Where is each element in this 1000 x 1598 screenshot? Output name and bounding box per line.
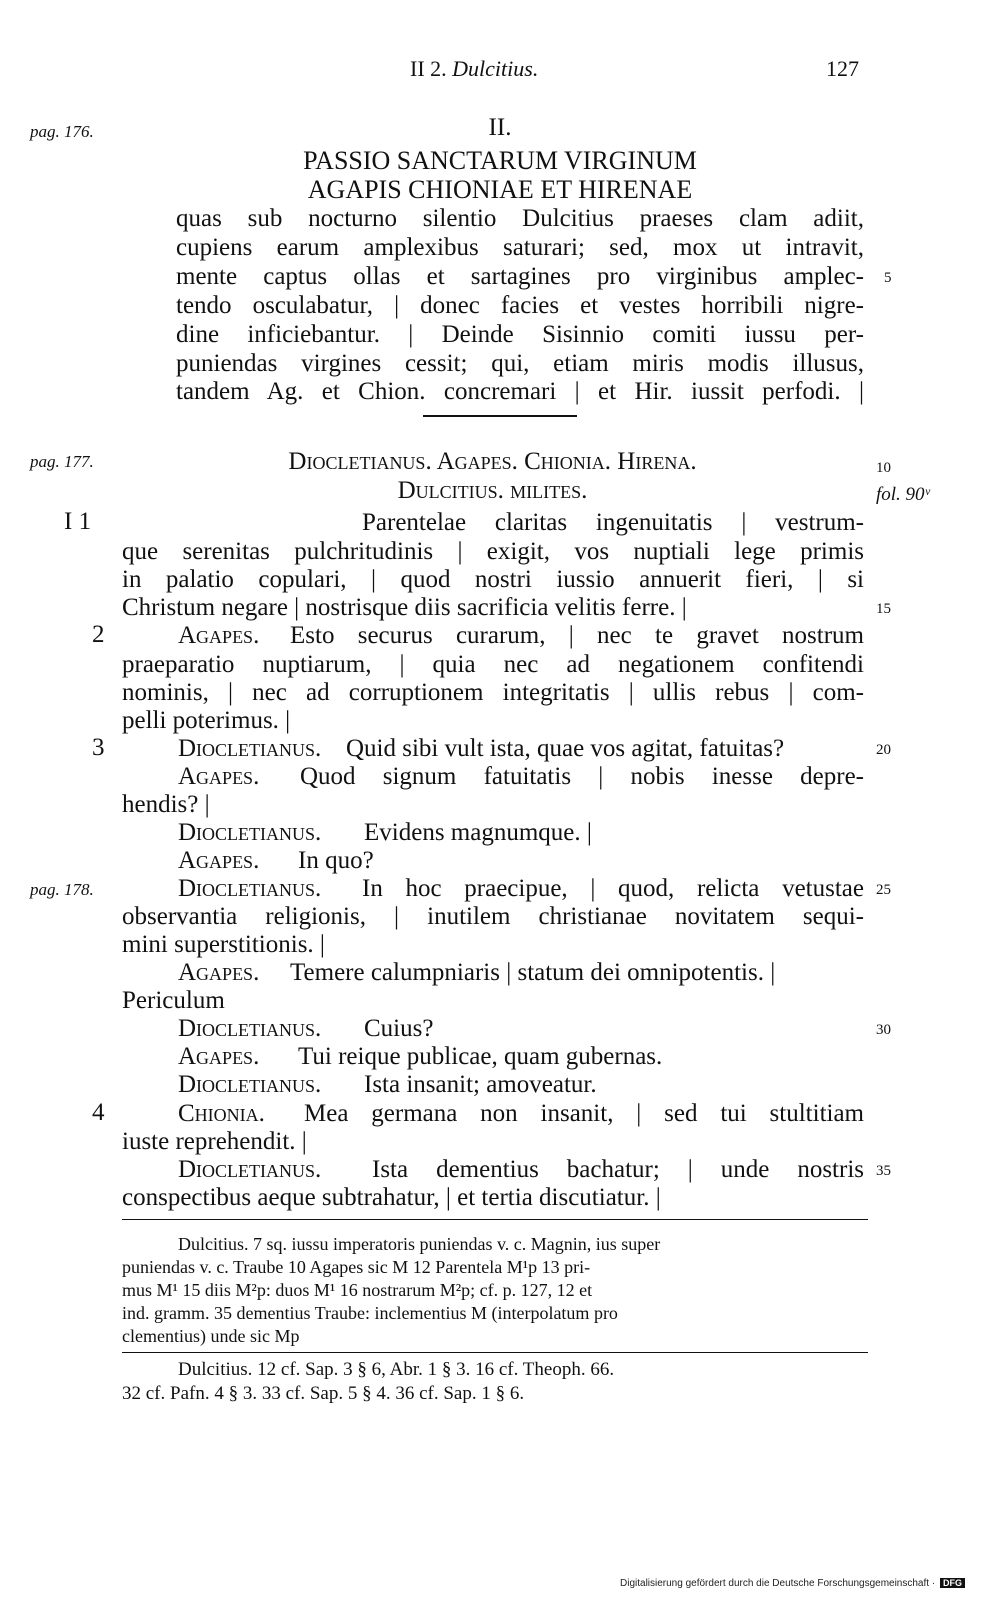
text-line: iuste reprehendit. | bbox=[122, 1128, 307, 1155]
text-line: In quo? bbox=[298, 847, 374, 874]
text-line: Christum negare | nostrisque diis sacrificia velitis ferre. | bbox=[122, 594, 687, 621]
line-number: 35 bbox=[876, 1163, 891, 1179]
text-line: Parentelae claritas ingenuitatis | vestrum- bbox=[362, 509, 864, 536]
text-line: pelli poterimus. | bbox=[122, 707, 291, 734]
speaker-diocletianus: Diocletianus. bbox=[178, 875, 322, 902]
scene-number: 2 bbox=[92, 621, 105, 648]
text-line: Ista dementius bachatur; | unde nostris bbox=[372, 1156, 864, 1183]
running-head-title: Dulcitius. bbox=[452, 56, 539, 81]
scene-number: 4 bbox=[92, 1099, 105, 1126]
sources-divider bbox=[122, 1352, 868, 1353]
running-head-section: II 2. bbox=[410, 56, 447, 81]
running-head bbox=[410, 56, 538, 82]
text-line: Mea germana non insanit, | sed tui stultitiam bbox=[304, 1100, 864, 1127]
line-number: 10 bbox=[876, 460, 891, 476]
speaker-chionia: Chionia. bbox=[178, 1100, 265, 1127]
text-line: Tui reique publicae, quam gubernas. bbox=[298, 1043, 663, 1070]
speaker-agapes: Agapes. bbox=[178, 763, 260, 790]
text-line: conspectibus aeque subtrahatur, | et tertia discutiatur. | bbox=[122, 1184, 661, 1211]
margin-pag-178: pag. 178. bbox=[30, 880, 94, 899]
argument-line: puniendas virgines cessit; qui, etiam miris modis illusus, bbox=[176, 350, 864, 377]
line-number: 5 bbox=[884, 270, 892, 286]
apparatus-divider bbox=[122, 1219, 868, 1220]
heading-title-line2: AGAPIS CHIONIAE ET HIRENAE bbox=[307, 175, 693, 204]
line-number: 20 bbox=[876, 742, 891, 758]
speaker-agapes: Agapes. bbox=[178, 622, 260, 649]
dfg-logo: DFG bbox=[940, 1578, 965, 1588]
speaker-agapes: Agapes. bbox=[178, 847, 260, 874]
speaker-diocletianus: Diocletianus. bbox=[178, 819, 322, 846]
line-number: 30 bbox=[876, 1022, 891, 1038]
text-line: Periculum bbox=[122, 987, 225, 1014]
text-line: Evidens magnumque. | bbox=[364, 819, 592, 846]
dramatis-personae-line1: Diocletianus. Agapes. Chionia. Hirena. bbox=[288, 448, 697, 475]
text-line: Quid sibi vult ista, quae vos agitat, fatuitas? bbox=[346, 735, 785, 762]
heading-title-line1: PASSIO SANCTARUM VIRGINUM bbox=[303, 146, 697, 175]
argument-line: dine inficiebantur. | Deinde Sisinnio comiti iussu per- bbox=[176, 321, 864, 348]
argument-line: tendo osculabatur, | donec facies et vestes horribili nigre- bbox=[176, 292, 864, 319]
text-line: que serenitas pulchritudinis | exigit, vos nuptiali lege primis bbox=[122, 538, 864, 565]
apparatus-line: mus M¹ 15 diis M²p: duos M¹ 16 nostrarum M²p; cf. p. 127, 12 et bbox=[122, 1280, 593, 1300]
text-line: Ista insanit; amoveatur. bbox=[364, 1071, 597, 1098]
page-number: 127 bbox=[826, 56, 859, 81]
speaker-diocletianus: Diocletianus. bbox=[178, 1156, 322, 1183]
sources-line: 32 cf. Pafn. 4 § 3. 33 cf. Sap. 5 § 4. 36 cf. Sap. 1 § 6. bbox=[122, 1383, 525, 1404]
argument-line: mente captus ollas et sartagines pro virginibus amplec- bbox=[176, 263, 864, 290]
apparatus-line: ind. gramm. 35 dementius Traube: inclementius M (interpolatum pro bbox=[122, 1303, 618, 1323]
text-line: mini superstitionis. | bbox=[122, 931, 325, 958]
argument-line: quas sub nocturno silentio Dulcitius praeses clam adiit, bbox=[176, 205, 864, 232]
apparatus-line: clementius) unde sic Mp bbox=[122, 1326, 300, 1346]
scene-number: I 1 bbox=[64, 508, 92, 535]
line-number: 15 bbox=[876, 601, 891, 617]
argument-line: tandem Ag. et Chion. concremari | et Hir. iussit perfodi. | bbox=[176, 378, 864, 405]
text-line: observantia religionis, | inutilem christianae novitatem sequi- bbox=[122, 903, 864, 930]
scene-number: 3 bbox=[92, 734, 105, 761]
text-line: hendis? | bbox=[122, 791, 210, 818]
speaker-diocletianus: Diocletianus. bbox=[178, 735, 322, 762]
text-line: In hoc praecipue, | quod, relicta vetustae bbox=[362, 875, 864, 902]
text-line: in palatio copulari, | quod nostri iussio annuerit fieri, | si bbox=[122, 566, 864, 593]
text-line: Quod signum fatuitatis | nobis inesse depre- bbox=[300, 763, 864, 790]
speaker-diocletianus: Diocletianus. bbox=[178, 1071, 322, 1098]
text-line: nominis, | nec ad corruptionem integritatis | ullis rebus | com- bbox=[122, 679, 864, 706]
apparatus-line: puniendas v. c. Traube 10 Agapes sic M 12 Parentela M¹p 13 pri- bbox=[122, 1257, 591, 1277]
apparatus-line: Dulcitius. 7 sq. iussu imperatoris puniendas v. c. Magnin, ius super bbox=[178, 1234, 661, 1254]
argument-line: cupiens earum amplexibus saturari; sed, mox ut intravit, bbox=[176, 234, 864, 261]
margin-pag-177: pag. 177. bbox=[30, 452, 94, 471]
text-line: Esto securus curarum, | nec te gravet nostrum bbox=[290, 622, 864, 649]
speaker-diocletianus: Diocletianus. bbox=[178, 1015, 322, 1042]
digitization-credit bbox=[620, 1578, 965, 1589]
text-line: praeparatio nuptiarum, | quia nec ad negationem confitendi bbox=[122, 651, 864, 678]
dramatis-personae-line2: Dulcitius. milites. bbox=[397, 477, 588, 504]
text-line: Cuius? bbox=[364, 1015, 434, 1042]
credit-text: Digitalisierung gefördert durch die Deutsche Forschungsgemeinschaft · bbox=[620, 1578, 936, 1589]
section-divider bbox=[423, 415, 577, 417]
line-number: 25 bbox=[876, 882, 891, 898]
sources-line: Dulcitius. 12 cf. Sap. 3 § 6, Abr. 1 § 3. 16 cf. Theoph. 66. bbox=[178, 1359, 615, 1380]
margin-pag-176: pag. 176. bbox=[30, 122, 94, 141]
text-line: Temere calumpniaris | statum dei omnipotentis. | bbox=[290, 959, 776, 986]
heading-numeral: II. bbox=[488, 114, 512, 141]
margin-folio: fol. 90ᵛ bbox=[876, 484, 930, 505]
speaker-agapes: Agapes. bbox=[178, 1043, 260, 1070]
speaker-agapes: Agapes. bbox=[178, 959, 260, 986]
